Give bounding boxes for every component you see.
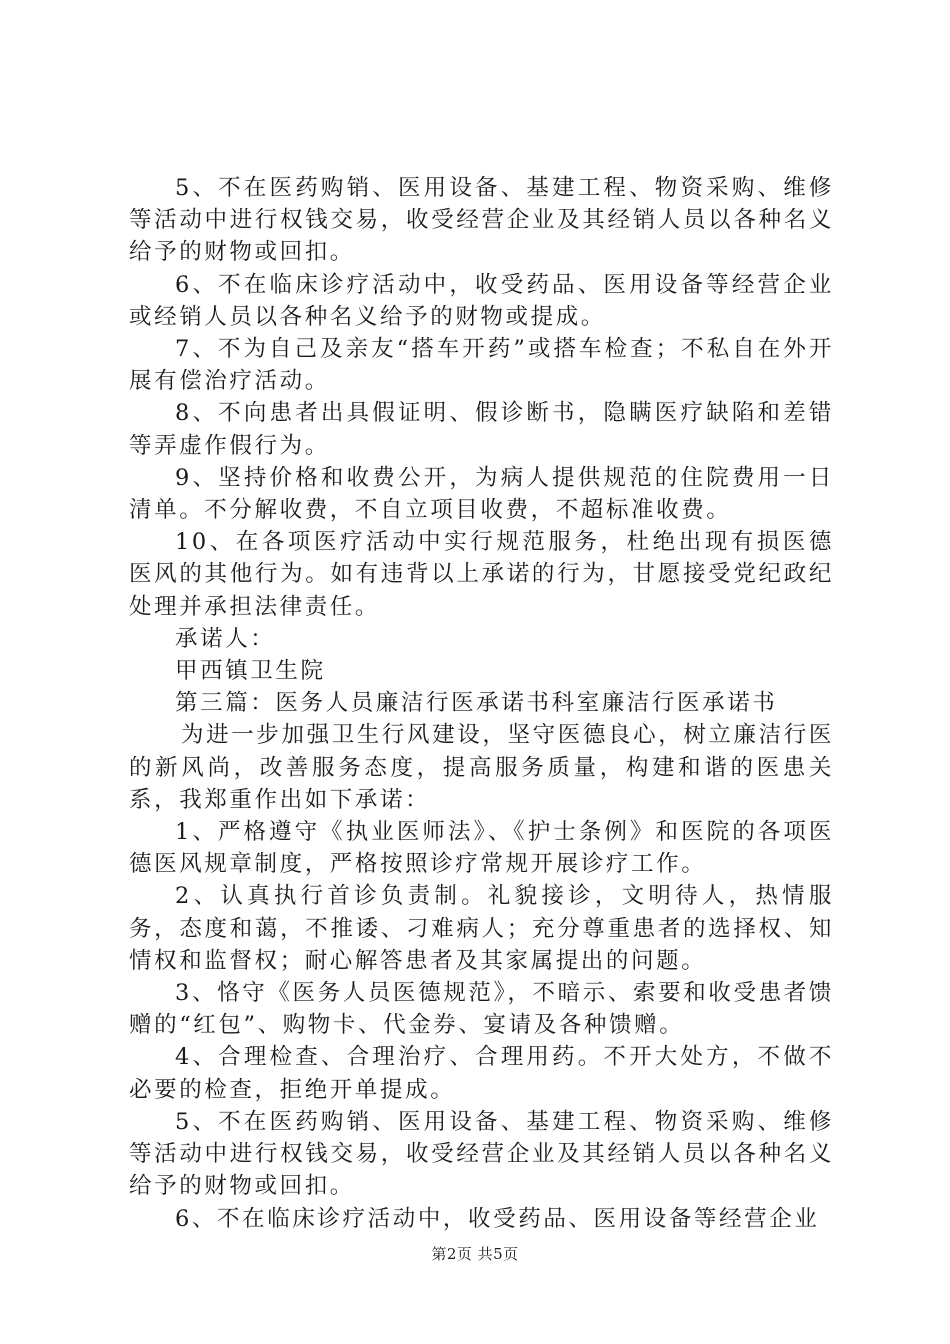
signer-label: 承诺人： (175, 625, 276, 652)
pledge-item-3: 3、恪守《医务人员医德规范》，不暗示、索要和收受患者馈赠的“红包”、购物卡、代金券、宴请及各种馈赠。 (129, 980, 834, 1039)
paragraph-item-6: 6、不在临床诊疗活动中，收受药品、医用设备等经营企业或经销人员以各种名义给予的财物或提成。 (129, 271, 834, 330)
intro-paragraph: 为进一步加强卫生行风建设，坚守医德良心，树立廉洁行医的新风尚，改善服务态度，提高服务质量，构建和谐的医患关系，我郑重作出如下承诺： (129, 722, 834, 813)
paragraph-item-9: 9、坚持价格和收费公开，为病人提供规范的住院费用一日清单。不分解收费，不自立项目收费，不超标准收费。 (129, 464, 834, 524)
document-body (129, 172, 834, 1235)
organization-name: 甲西镇卫生院 (175, 658, 326, 685)
paragraph-item-8: 8、不向患者出具假证明、假诊断书，隐瞒医疗缺陷和差错等弄虚作假行为。 (129, 400, 834, 459)
pledge-item-1: 1、严格遵守《执业医师法》、《护士条例》和医院的各项医德医风规章制度，严格按照诊疗常规开展诊疗工作。 (129, 819, 834, 878)
paragraph-item-7: 7、不为自己及亲友“搭车开药”或搭车检查；不私自在外开展有偿治疗活动。 (129, 336, 834, 395)
paragraph-item-5: 5、不在医药购销、医用设备、基建工程、物资采购、维修等活动中进行权钱交易，收受经营企业及其经销人员以各种名义给予的财物或回扣。 (129, 175, 834, 266)
section-heading: 第三篇：医务人员廉洁行医承诺书科室廉洁行医承诺书 (175, 690, 778, 717)
pledge-item-4: 4、合理检查、合理治疗、合理用药。不开大处方，不做不必要的检查，拒绝开单提成。 (129, 1044, 834, 1103)
pledge-item-2: 2、认真执行首诊负责制。礼貌接诊，文明待人，热情服务，态度和蔼，不推诿、刁难病人；充分尊重患者的选择权、知情权和监督权；耐心解答患者及其家属提出的问题。 (129, 883, 834, 974)
page-number-footer: 第2页 共5页 (431, 1245, 519, 1263)
pledge-item-6: 6、不在临床诊疗活动中，收受药品、医用设备等经营企业 (175, 1205, 820, 1232)
paragraph-item-10: 10、在各项医疗活动中实行规范服务，杜绝出现有损医德医风的其他行为。如有违背以上承诺的行为，甘愿接受党纪政纪处理并承担法律责任。 (129, 529, 834, 620)
pledge-item-5: 5、不在医药购销、医用设备、基建工程、物资采购、维修等活动中进行权钱交易，收受经营企业及其经销人员以各种名义给予的财物或回扣。 (129, 1108, 834, 1200)
